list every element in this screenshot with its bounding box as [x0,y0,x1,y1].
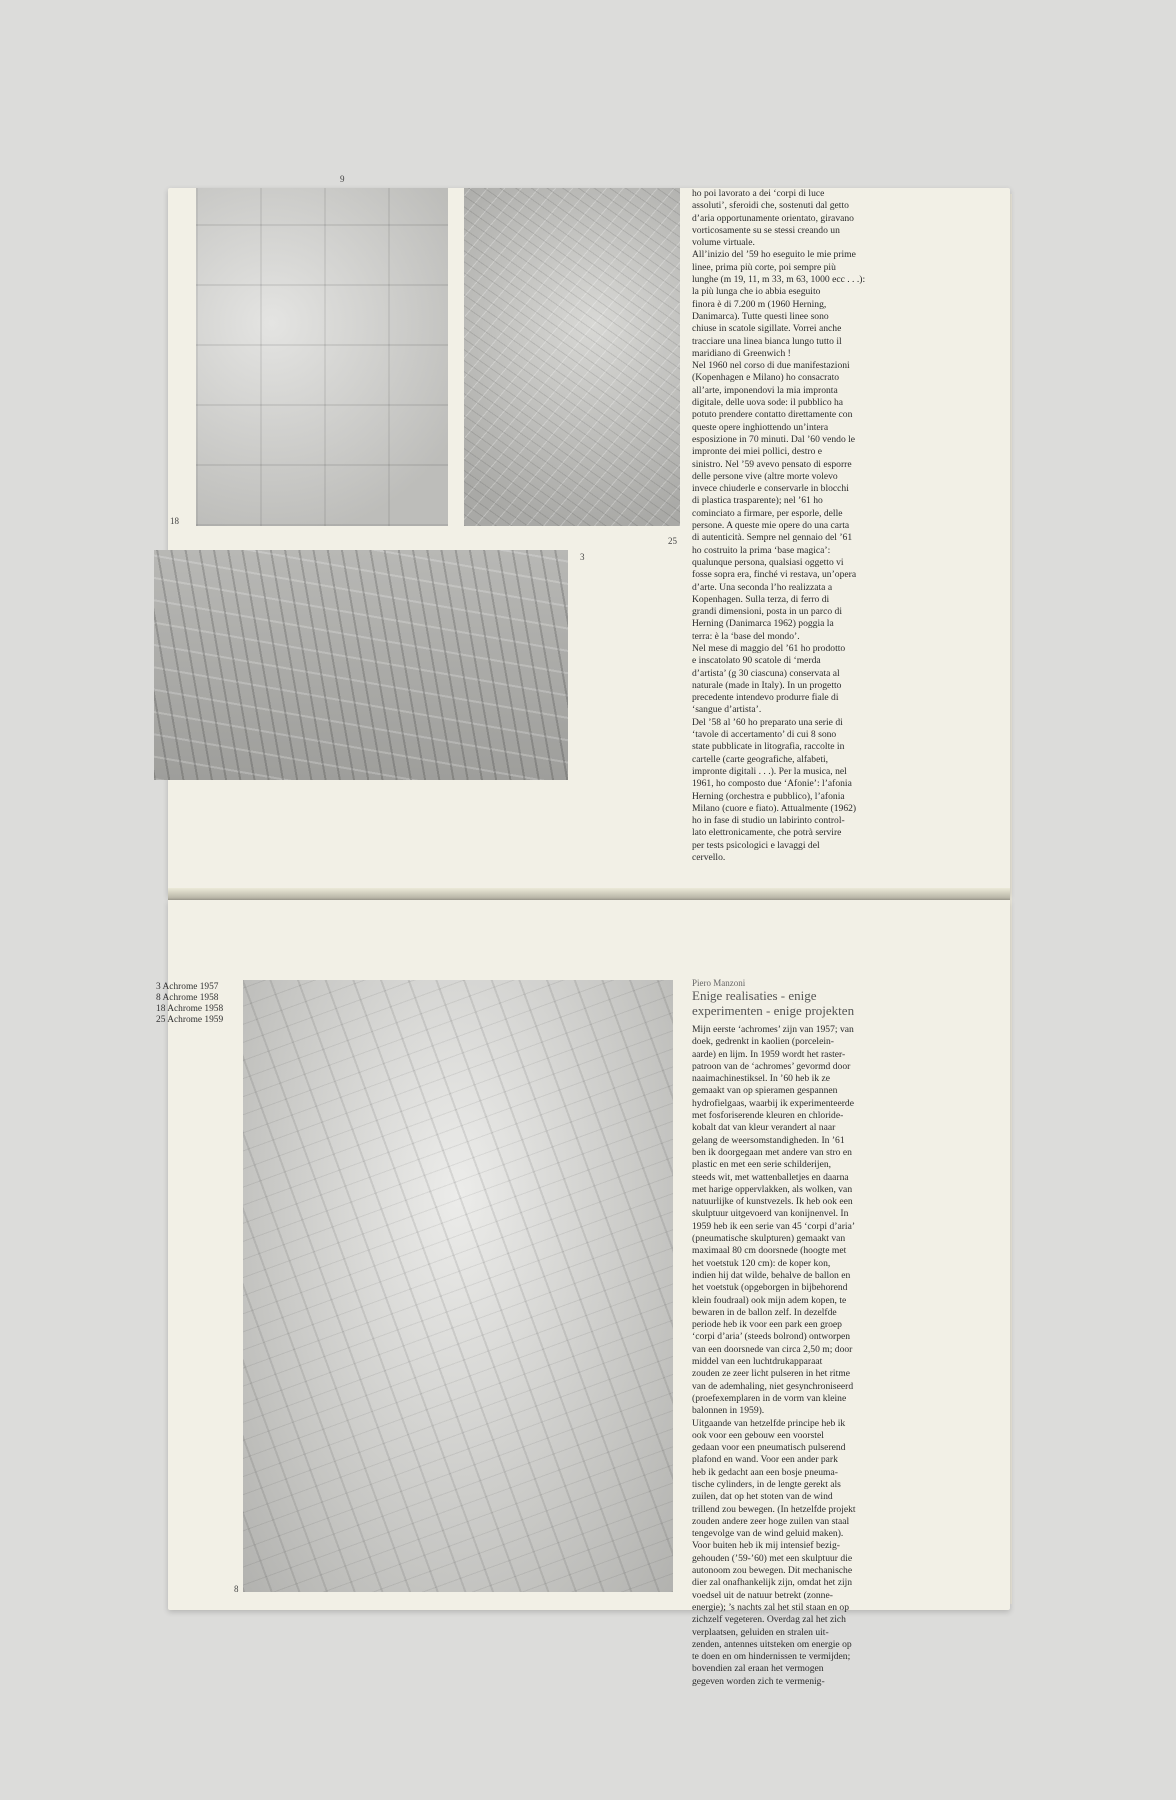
figure-captions: 3 Achrome 1957 8 Achrome 1958 18 Achrome 1958 25 Achrome 1959 [156,982,224,1025]
figure-number-25: 25 [668,536,677,546]
photo-achrome-18 [196,188,448,526]
open-magazine [156,174,1010,1687]
photo-achrome-8 [243,980,673,1592]
figure-number-8: 8 [234,1584,239,1594]
folio: 9 [340,174,345,184]
italian-text-column: ho poi lavorato a dei ‘corpi di luce assoluti’, sferoidi che, sostenuti dal getto d’aria opportunamente orientato, giravano vorticosamente su se stessi creando un volume virtuale. All’inizio del ’59 ho eseguito le mie prime linee, prima più corte, poi sempre più lunghe (m 19, 11, m 33, m 63, 1000 ecc . . .): la più lunga che io abbia eseguito finora è di 7.200 m (1960 Herning, Danimarca). Tutte questi linee sono chiuse in scatole sigillate. Vorrei anche tracciare una linea bianca lungo tutto il maridiano di Greenwich ! Nel 1960 nel corso di due manifestazioni (Kopenhagen e Milano) ho consacrato all’arte, imponendovi la mia impronta digitale, delle uova sode: il pubblico ha potuto prendere contatto direttamente con queste opere inghiottendo un’intera esposizione in 70 minuti. Dal ’60 vendo le impronte dei miei pollici, destro e sinistro. Nel ’59 avevo pensato di esporre delle persone vive (altre morte volevo invece chiuderle e conservarle in blocchi di plastica trasparente); nel ’61 ho cominciato a firmare, per esporle, delle persone. A queste mie opere do una carta di autenticità. Sempre nel gennaio del ’61 ho costruito la prima ‘base magica’: qualunque persona, qualsiasi oggetto vi fosse sopra era, finché vi restava, un’opera d’arte. Una seconda l’ho realizzata a Kopenhagen. Sulla terza, di ferro di grandi dimensioni, posta in un parco di Herning (Danimarca 1962) poggia la terra: è la ‘base del mondo’. Nel mese di maggio del ’61 ho prodotto e inscatolato 90 scatole di ‘merda d’artista’ (g 30 ciascuna) conservata al naturale (made in Italy). In un progetto precedente intendevo produrre fiale di ‘sangue d’artista’. Del ’58 al ’60 ho preparato una serie di ‘tavole di accertamento’ di cui 8 sono state pubblicate in litografia, raccolte in cartelle (carte geografiche, alfabeti, impronte digitali . . .). Per la musica, nel 1961, ho composto due ‘Afonie’: l’afonia Herning (orchestra e pubblico), l’afonia Milano (cuore e fiato). Attualmente (1962) ho in fase di studio un labirinto control- lato elettronicamente, che potrà servire per tests psicologici e lavaggi del cervello. [692,188,866,864]
photo-achrome-25 [464,188,680,526]
dutch-text-column: Mijn eerste ‘achromes’ zijn van 1957; van doek, gedrenkt in kaolien (porcelein- aarde) en lijm. In 1959 wordt het raster- patroon van de ‘achromes’ gevormd door naaimachinestiksel. In ’60 heb ik ze gemaakt van op spieramen gespannen hydrofielgaas, waarbij ik experimenteerde met fosforiserende kleuren en chloride- kobalt dat van kleur verandert al naar gelang de weersomstandigheden. In ’61 ben ik doorgegaan met andere van stro en plastic en met een serie schilderijen, steeds wit, met wattenballetjes en daarna met harige oppervlakken, als wolken, van natuurlijke of kunstvezels. Ik heb ook een skulptuur uitgevoerd van konijnenvel. In 1959 heb ik een serie van 45 ‘corpi d’aria’ (pneumatische skulpturen) gemaakt van maximaal 80 cm doorsnede (hoogte met het voetstuk 120 cm): de koper kon, indien hij dat wilde, behalve de ballon en het voetstuk (opgeborgen in bijbehorend klein foudraal) ook mijn adem kopen, te bewaren in de ballon zelf. In dezelfde periode heb ik voor een park een groep ‘corpi d’aria’ (steeds bolrond) ontworpen van een doorsnede van circa 2,50 m; door middel van een luchtdrukapparaat zouden ze zeer licht pulseren in het ritme van de ademhaling, niet gesynchroniseerd (proefexemplaren in de vorm van kleine balonnen in 1959). Uitgaande van hetzelfde principe heb ik ook voor een gebouw een voorstel gedaan voor een pneumatisch pulserend plafond en wand. Voor een ander park heb ik gedacht aan een bosje pneuma- tische cylinders, in de lengte gerekt als zuilen, dat op het stoten van de wind trillend zou bewegen. (In hetzelfde projekt zouden andere zeer hoge zuilen van staal tengevolge van de wind geluid maken). Voor buiten heb ik mij intensief bezig- gehouden (’59-’60) met een skulptuur die autonoom zou bewegen. Dit mechanische dier zal onafhankelijk zijn, omdat het zijn voedsel uit de natuur betrekt (zonne- energie); ’s nachts zal het stil staan en op zichzelf vegeteren. Overdag zal het zich verplaatsen, geluiden en stralen uit- zenden, antennes uitsteken om energie op te doen en om hindernissen te vermijden; bovendien zal eraan het vermogen gegeven worden zich te vermenig- [692,1024,856,1687]
figure-number-3: 3 [580,552,585,562]
author-name: Piero Manzoni [692,978,746,988]
top-page [168,174,1010,896]
bottom-page [156,900,1010,1687]
article-heading: Enige realisaties - enige experimenten - enige projekten [692,988,855,1018]
figure-number-18: 18 [170,516,179,526]
photo-achrome-3 [154,550,568,780]
